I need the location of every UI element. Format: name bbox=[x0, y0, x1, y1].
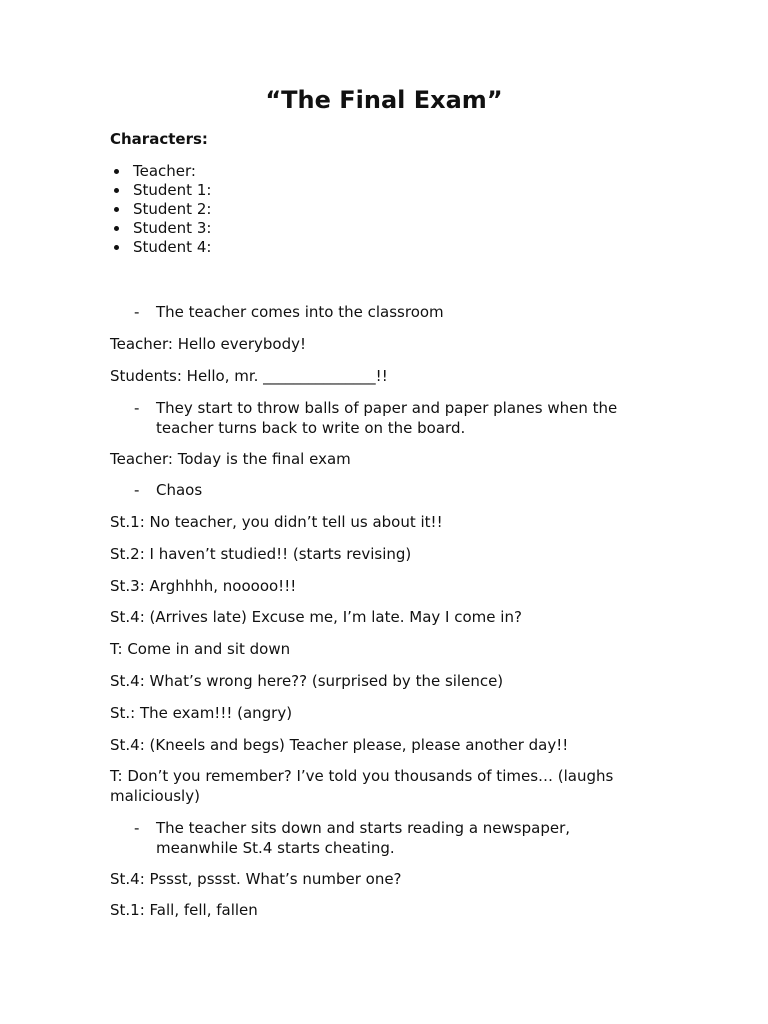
character-label: Teacher: bbox=[133, 162, 196, 180]
characters-heading: Characters: bbox=[110, 130, 208, 148]
stage-direction-text: The teacher comes into the classroom bbox=[156, 303, 444, 321]
dialogue-line: St.4: (Kneels and begs) Teacher please, please another day!! bbox=[110, 736, 569, 754]
stage-direction-text: Chaos bbox=[156, 481, 203, 499]
dialogue-line: Students: Hello, mr. _______________!! bbox=[110, 367, 388, 385]
character-label: Student 4: bbox=[133, 238, 212, 256]
stage-direction-text: They start to throw balls of paper and paper planes when the teacher turns back to write on the board. bbox=[156, 399, 618, 437]
dialogue-line: St.2: I haven’t studied!! (starts revising) bbox=[110, 545, 412, 563]
dialogue-line: T: Don’t you remember? I’ve told you thousands of times… (laughs maliciously) bbox=[110, 767, 614, 805]
dash-marker: - bbox=[134, 819, 140, 837]
stage-direction-text: The teacher sits down and starts reading a newspaper, meanwhile St.4 starts cheating. bbox=[156, 819, 571, 857]
dialogue-line: St.: The exam!!! (angry) bbox=[110, 704, 293, 722]
character-label: Student 3: bbox=[133, 219, 212, 237]
dialogue-line: St.4: (Arrives late) Excuse me, I’m late. May I come in? bbox=[110, 608, 522, 626]
stage-direction bbox=[110, 480, 670, 500]
dialogue-line: St.4: What’s wrong here?? (surprised by the silence) bbox=[110, 672, 504, 690]
dialogue-line: St.3: Arghhhh, nooooo!!! bbox=[110, 577, 297, 595]
dialogue-line: St.1: No teacher, you didn’t tell us about it!! bbox=[110, 513, 443, 531]
character-label: Student 2: bbox=[133, 200, 212, 218]
bullet-icon bbox=[114, 245, 119, 250]
dash-marker: - bbox=[134, 399, 140, 417]
bullet-icon bbox=[114, 226, 119, 231]
dialogue-line: Teacher: Today is the final exam bbox=[110, 450, 351, 468]
dash-marker: - bbox=[134, 481, 140, 499]
dialogue-line: Teacher: Hello everybody! bbox=[110, 335, 307, 353]
character-label: Student 1: bbox=[133, 181, 212, 199]
stage-direction bbox=[110, 302, 670, 322]
document-title: “The Final Exam” bbox=[265, 86, 503, 114]
bullet-icon bbox=[114, 207, 119, 212]
bullet-icon bbox=[114, 188, 119, 193]
dash-marker: - bbox=[134, 303, 140, 321]
stage-direction bbox=[110, 818, 670, 858]
dialogue-line: St.4: Pssst, pssst. What’s number one? bbox=[110, 870, 402, 888]
stage-direction bbox=[110, 398, 670, 438]
dialogue-line: St.1: Fall, fell, fallen bbox=[110, 901, 258, 919]
dialogue-line: T: Come in and sit down bbox=[110, 640, 291, 658]
bullet-icon bbox=[114, 169, 119, 174]
